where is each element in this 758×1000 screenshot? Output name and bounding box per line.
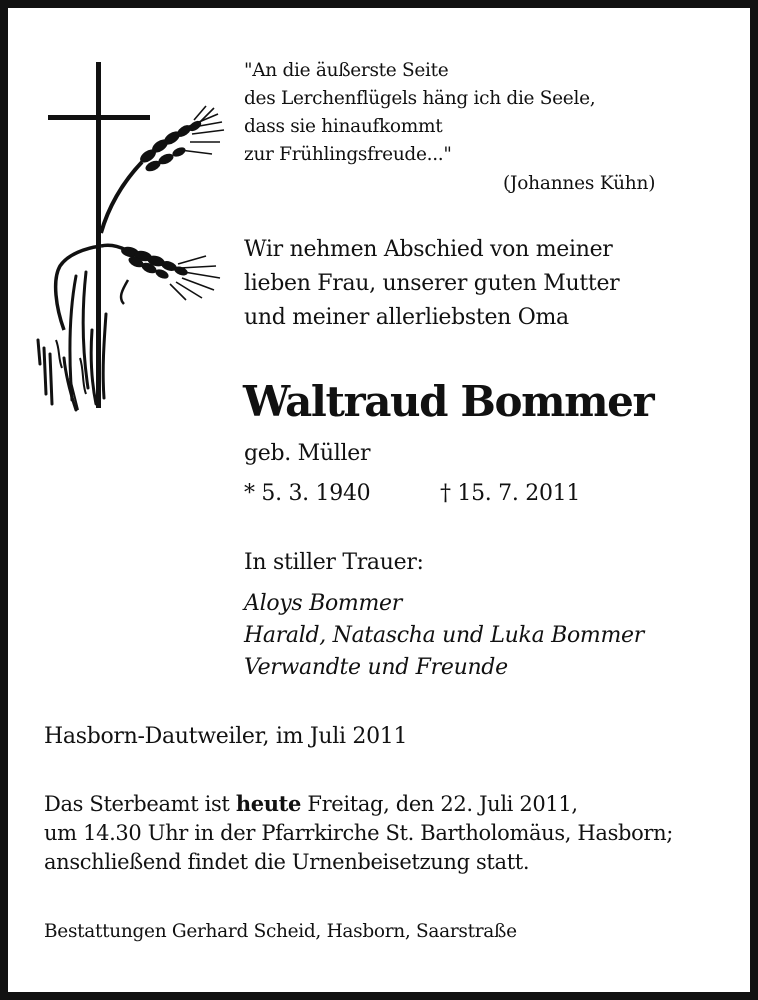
quote-author: (Johannes Kühn) bbox=[503, 173, 656, 194]
farewell-line: Wir nehmen Abschied von meiner bbox=[244, 237, 613, 262]
mourning-heading: In stiller Trauer: bbox=[244, 550, 424, 575]
farewell-text bbox=[244, 233, 704, 335]
quote-line: dass sie hinaufkommt bbox=[244, 116, 443, 137]
quote-line: "An die äußerste Seite bbox=[244, 60, 449, 81]
deceased-name: Waltraud Bommer bbox=[243, 377, 654, 426]
mourner-entry: Verwandte und Freunde bbox=[244, 655, 508, 680]
cross-with-wheat-icon bbox=[30, 58, 230, 414]
quote-line: des Lerchenflügels häng ich die Seele, bbox=[244, 88, 596, 109]
quote-block bbox=[244, 57, 664, 169]
service-line: um 14.30 Uhr in der Pfarrkirche St. Bartholomäus, Hasborn; bbox=[44, 821, 673, 845]
mourner-entry: Aloys Bommer bbox=[244, 591, 402, 616]
birth-date: * 5. 3. 1940 bbox=[244, 481, 371, 506]
mourners-list bbox=[244, 588, 644, 684]
undertaker-info: Bestattungen Gerhard Scheid, Hasborn, Saarstraße bbox=[44, 921, 517, 942]
mourner-entry: Harald, Natascha und Luka Bommer bbox=[244, 623, 644, 648]
maiden-name: geb. Müller bbox=[244, 441, 371, 466]
service-line: anschließend findet die Urnenbeisetzung statt. bbox=[44, 850, 530, 874]
farewell-line: und meiner allerliebsten Oma bbox=[244, 305, 569, 330]
service-info bbox=[44, 789, 673, 877]
place-and-date: Hasborn-Dautweiler, im Juli 2011 bbox=[44, 724, 408, 749]
death-date: † 15. 7. 2011 bbox=[440, 481, 581, 506]
service-line bbox=[44, 789, 673, 819]
service-today-emphasis: heute bbox=[235, 791, 302, 816]
service-line1-prefix: Das Sterbeamt ist bbox=[44, 792, 236, 816]
quote-line: zur Frühlingsfreude..." bbox=[244, 144, 452, 165]
service-line1-suffix: Freitag, den 22. Juli 2011, bbox=[301, 792, 578, 816]
farewell-line: lieben Frau, unserer guten Mutter bbox=[244, 271, 620, 296]
